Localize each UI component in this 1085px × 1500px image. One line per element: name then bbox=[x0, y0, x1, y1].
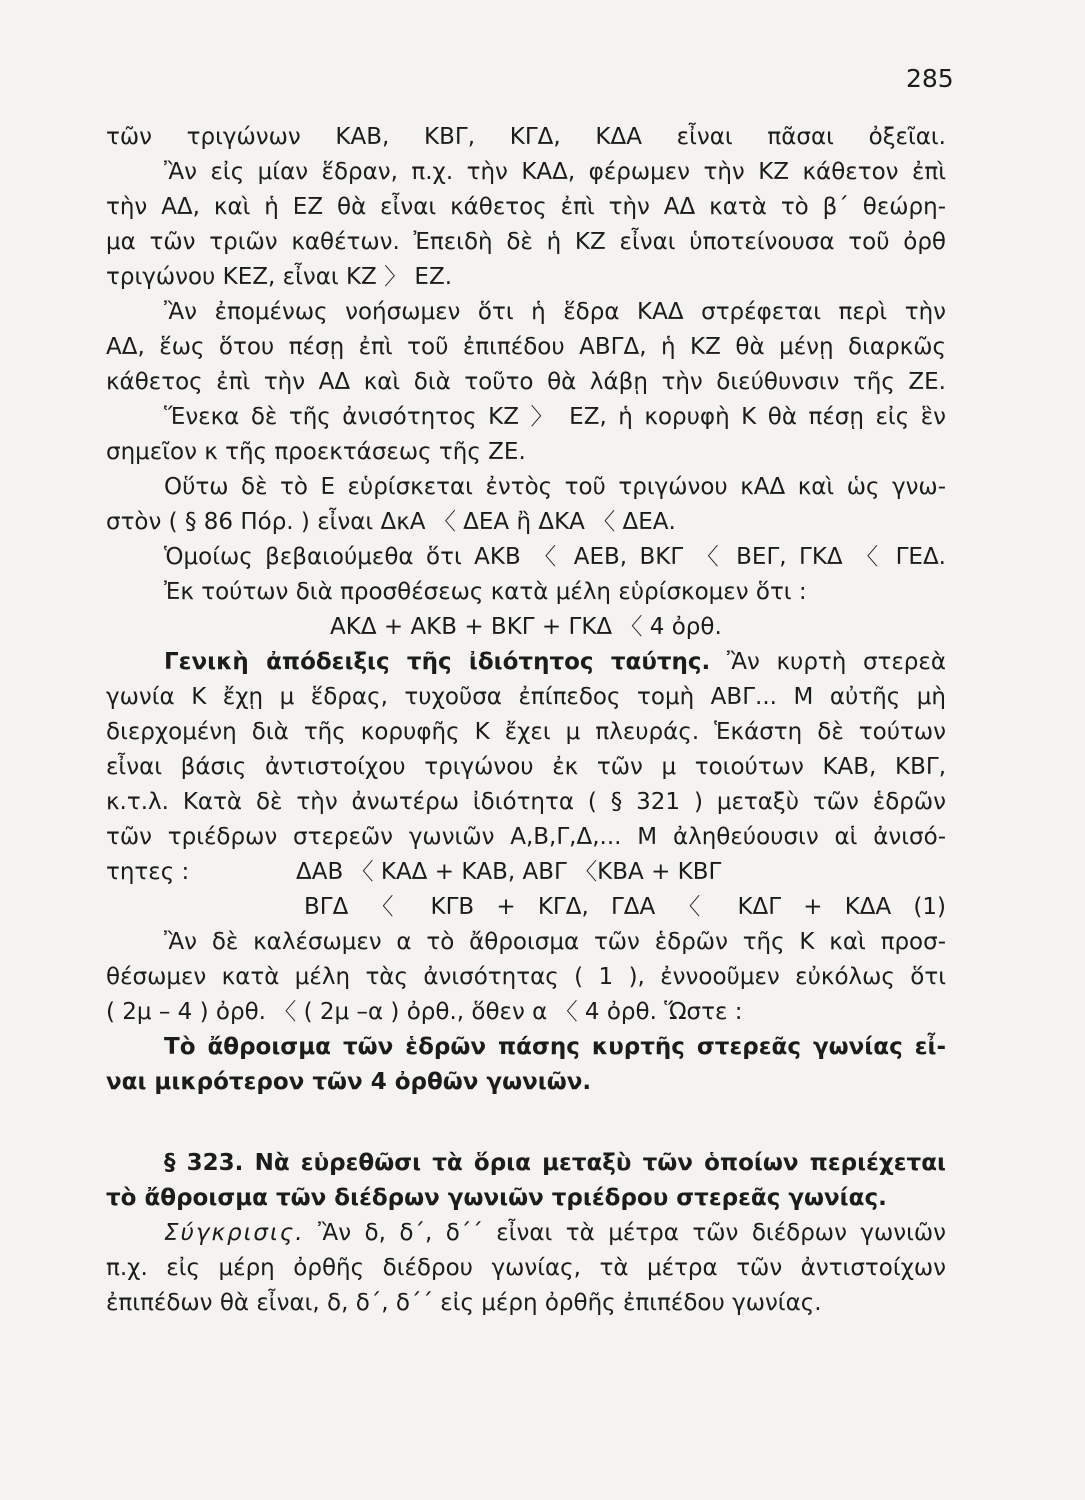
text-line: μα τῶν τριῶν καθέτων. Ἐπειδὴ δὲ ἡ ΚΖ εἶναι ὑποτείνουσα τοῦ ὀρθ bbox=[106, 229, 946, 255]
page-body bbox=[106, 120, 946, 1321]
text-line: σημεῖον κ τῆς προεκτάσεως τῆς ΖΕ. bbox=[106, 439, 526, 465]
text-line: τὴν ΑΔ, καὶ ἡ ΕΖ θὰ εἶναι κάθετος ἐπὶ τὴν ΑΔ κατὰ τὸ β΄ θεώρη- bbox=[106, 194, 946, 220]
text-run: Ἂν κυρτὴ στερεὰ bbox=[710, 649, 946, 675]
text-line: Ἂν δὲ καλέσωμεν α τὸ ἄθροισμα τῶν ἑδρῶν τῆς Κ καὶ προσ- bbox=[164, 929, 946, 955]
text-line: Ἂν εἰς μίαν ἕδραν, π.χ. τὴν ΚΑΔ, φέρωμεν τὴν ΚΖ κάθετον ἐπὶ bbox=[164, 159, 946, 185]
text-line: διερχομένη διὰ τῆς κορυφῆς Κ ἔχει μ πλευράς. Ἑκάστη δὲ τούτων bbox=[106, 719, 946, 745]
inequality-line: ΒΓΔ 〈 ΚΓΒ + ΚΓΔ, ΓΔΑ 〈 ΚΔΓ + ΚΔΑ (1) bbox=[304, 894, 946, 920]
text-line: Ἕνεκα δὲ τῆς ἀνισότητος ΚΖ 〉 ΕΖ, ἡ κορυφὴ Κ θὰ πέσῃ εἰς ἓν bbox=[164, 404, 946, 430]
text-line: κ.τ.λ. Κατὰ δὲ τὴν ἀνωτέρω ἰδιότητα ( § 321 ) μεταξὺ τῶν ἑδρῶν bbox=[106, 789, 946, 815]
text-line: τῶν τριέδρων στερεῶν γωνιῶν Α,Β,Γ,Δ,... Μ ἀληθεύουσιν αἱ ἀνισό- bbox=[106, 824, 946, 850]
text-line: θέσωμεν κατὰ μέλη τὰς ἀνισότητας ( 1 ), ἐννοοῦμεν εὐκόλως ὅτι bbox=[106, 964, 946, 990]
text-line: στὸν ( § 86 Πόρ. ) εἶναι ΔκΑ 〈 ΔΕΑ ἢ ΔΚΑ 〈 ΔΕΑ. bbox=[106, 509, 676, 535]
theorem-statement: Τὸ ἄθροισμα τῶν ἑδρῶν πάσης κυρτῆς στερεᾶς γωνίας εἶ- bbox=[164, 1034, 946, 1060]
text-line: ΑΔ, ἕως ὅτου πέσῃ ἐπὶ τοῦ ἐπιπέδου ΑΒΓΔ, ἡ ΚΖ θὰ μένῃ διαρκῶς bbox=[106, 334, 946, 360]
inequality: ΔΑΒ 〈 ΚΑΔ + ΚΑΒ, ΑΒΓ 〈ΚΒΑ + ΚΒΓ bbox=[296, 859, 722, 885]
text-run: τητες : bbox=[106, 859, 190, 885]
theorem-statement: ναι μικρότερον τῶν 4 ὀρθῶν γωνιῶν. bbox=[106, 1069, 592, 1095]
section-heading: τὸ ἄθροισμα τῶν διέδρων γωνιῶν τριέδρου στερεᾶς γωνίας. bbox=[106, 1185, 887, 1211]
spaced-term: Σύγκρισις. bbox=[164, 1220, 305, 1246]
text-line: Ἐκ τούτων διὰ προσθέσεως κατὰ μέλη εὑρίσκομεν ὅτι : bbox=[164, 579, 807, 605]
inequality-line bbox=[106, 855, 946, 890]
text-line bbox=[106, 1216, 946, 1251]
text-run: Ἂν δ, δ΄, δ΄΄ εἶναι τὰ μέτρα τῶν διέδρων γωνιῶν bbox=[304, 1220, 946, 1246]
text-line: τῶν τριγώνων ΚΑΒ, ΚΒΓ, ΚΓΔ, ΚΔΑ εἶναι πᾶσαι ὀξεῖαι. bbox=[106, 124, 946, 150]
text-line: τριγώνου ΚΕΖ, εἶναι ΚΖ 〉 ΕΖ. bbox=[106, 264, 453, 290]
text-line bbox=[106, 645, 946, 680]
text-line: Ὁμοίως βεβαιούμεθα ὅτι ΑΚΒ 〈 ΑΕΒ, ΒΚΓ 〈 ΒΕΓ, ΓΚΔ 〈 ΓΕΔ. bbox=[164, 544, 946, 570]
text-line: Ἂν ἐπομένως νοήσωμεν ὅτι ἡ ἕδρα ΚΑΔ στρέφεται περὶ τὴν bbox=[164, 299, 946, 325]
text-line: π.χ. εἰς μέρη ὀρθῆς διέδρου γωνίας, τὰ μέτρα τῶν ἀντιστοίχων bbox=[106, 1255, 946, 1281]
text-line: Οὕτω δὲ τὸ Ε εὑρίσκεται ἐντὸς τοῦ τριγώνου κΑΔ καὶ ὡς γνω- bbox=[164, 474, 946, 500]
page-number: 285 bbox=[906, 64, 954, 93]
text-line: γωνία Κ ἔχῃ μ ἕδρας, τυχοῦσα ἐπίπεδος τομὴ ΑΒΓ... Μ αὐτῆς μὴ bbox=[106, 684, 946, 710]
text-line: εἶναι βάσις ἀντιστοίχου τριγώνου ἐκ τῶν μ τοιούτων ΚΑΒ, ΚΒΓ, bbox=[106, 754, 946, 780]
text-line: ἐπιπέδων θὰ εἶναι, δ, δ΄, δ΄΄ εἰς μέρη ὀρθῆς ἐπιπέδου γωνίας. bbox=[106, 1290, 822, 1316]
text-line: ( 2μ – 4 ) ὀρθ. 〈 ( 2μ –α ) ὀρθ., ὅθεν α 〈 4 ὀρθ. Ὥστε : bbox=[106, 999, 743, 1025]
inequality-sum: ΑΚΔ + ΑΚΒ + ΒΚΓ + ΓΚΔ 〈 4 ὀρθ. bbox=[330, 614, 722, 640]
bold-heading: Γενικὴ ἀπόδειξις τῆς ἰδιότητος ταύτης. bbox=[164, 649, 711, 675]
text-line: κάθετος ἐπὶ τὴν ΑΔ καὶ διὰ τοῦτο θὰ λάβῃ τὴν διεύθυνσιν τῆς ΖΕ. bbox=[106, 369, 946, 395]
section-heading: § 323. Νὰ εὑρεθῶσι τὰ ὅρια μεταξὺ τῶν ὁποίων περιέχεται bbox=[164, 1150, 946, 1176]
